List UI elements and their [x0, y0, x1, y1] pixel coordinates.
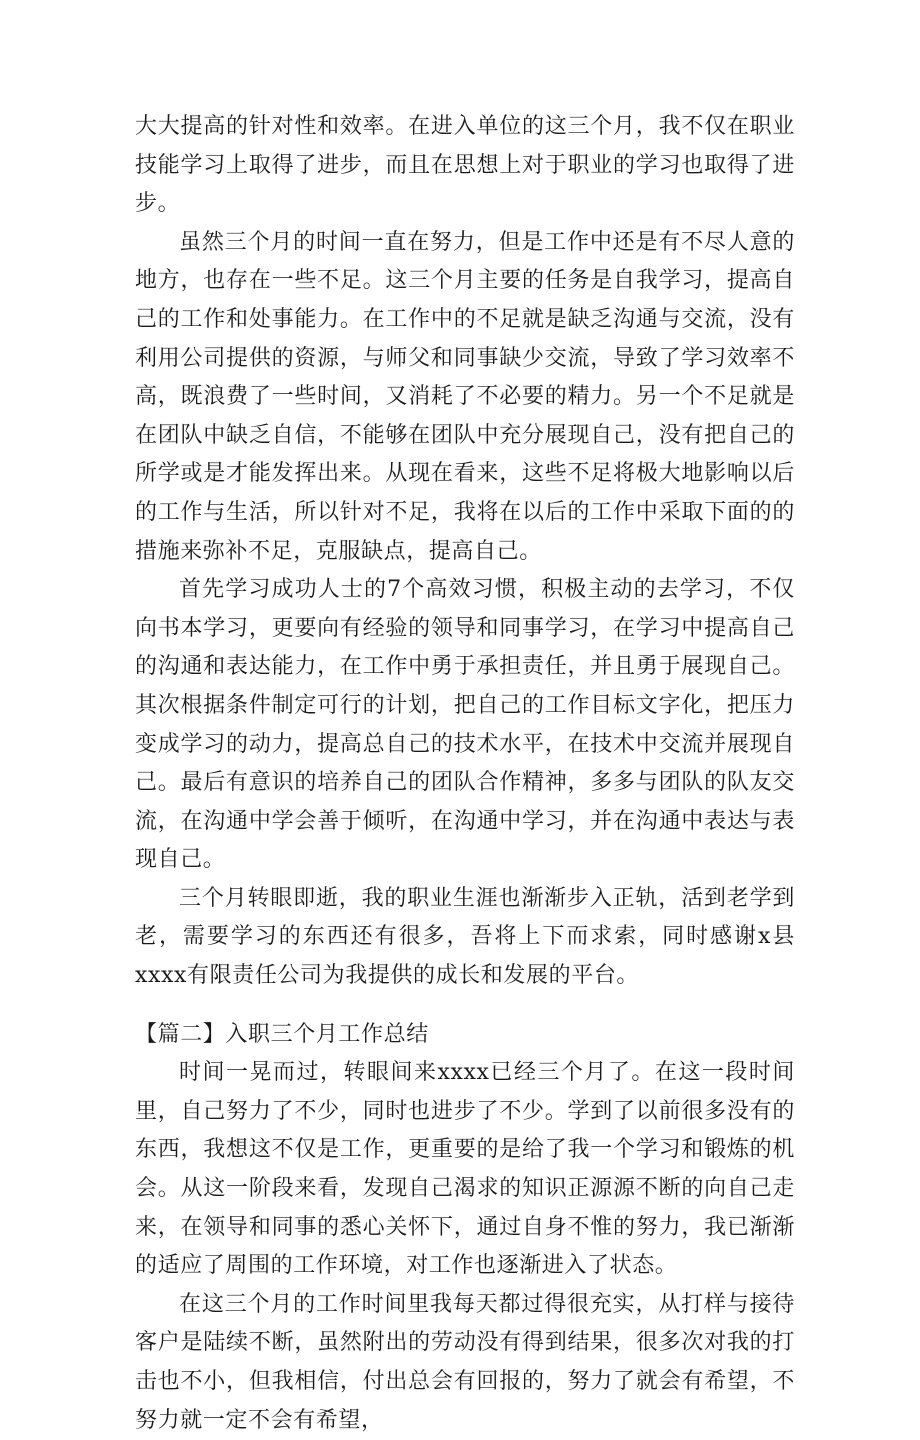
paragraph-improvement-plan: 首先学习成功人士的7个高效习惯，积极主动的去学习，不仅向书本学习，更要向有经验的领导和同事学习，在学习中提高自己的沟通和表达能力，在工作中勇于承担责任，并且勇于展现自己。其次根据条件制定可行的计划，把自己的工作目标文字化，把压力变成学习的动力，提高总自己的技术水平，在技术中交流并展现自己。最后有意识的培养自己的团队合作精神，多多与团队的队友交流，在沟通中学会善于倾听，在沟通中学习，并在沟通中表达与表现自己。	[135, 577, 795, 873]
section-spacer	[135, 996, 795, 1016]
paragraph-intro-part-two: 时间一晃而过，转眼间来xxxx已经三个月了。在这一段时间里，自己努力了不少，同时也进步了不少。学到了以前很多没有的东西，我想这不仅是工作，更重要的是给了我一个学习和锻炼的机会。从这一阶段来看，发现自己渴求的知识正源源不断的向自己走来，在领导和同事的悉心关怀下，通过自身不惟的努力，我已渐渐的适应了周围的工作环境，对工作也逐渐进入了状态。	[135, 1060, 795, 1279]
paragraph-continuation: 大大提高的针对性和效率。在进入单位的这三个月，我不仅在职业技能学习上取得了进步，而且在思想上对于职业的学习也取得了进步。	[135, 114, 795, 217]
section-heading: 【篇二】入职三个月工作总结	[135, 1021, 429, 1047]
paragraph-daily-work: 在这三个月的工作时间里我每天都过得很充实，从打样与接待客户是陆续不断，虽然附出的劳动没有得到结果，很多次对我的打击也不小，但我相信，付出总会有回报的，努力了就会有希望，不努力就一定不会有希望，	[135, 1291, 795, 1433]
document-body	[135, 108, 795, 1440]
paragraph-shortcomings: 虽然三个月的时间一直在努力，但是工作中还是有不尽人意的地方，也存在一些不足。这三个月主要的任务是自我学习，提高自己的工作和处事能力。在工作中的不足就是缺乏沟通与交流，没有利用公司提供的资源，与师父和同事缺少交流，导致了学习效率不高，既浪费了一些时间，又消耗了不必要的精力。另一个不足就是在团队中缺乏自信，不能够在团队中充分展现自己，没有把自己的所学或是才能发挥出来。从现在看来，这些不足将极大地影响以后的工作与生活，所以针对不足，我将在以后的工作中采取下面的的措施来弥补不足，克服缺点，提高自己。	[135, 229, 795, 564]
paragraph-conclusion: 三个月转眼即逝，我的职业生涯也渐渐步入正轨，活到老学到老，需要学习的东西还有很多，吾将上下而求索，同时感谢x县xxxx有限责任公司为我提供的成长和发展的平台。	[135, 885, 795, 989]
